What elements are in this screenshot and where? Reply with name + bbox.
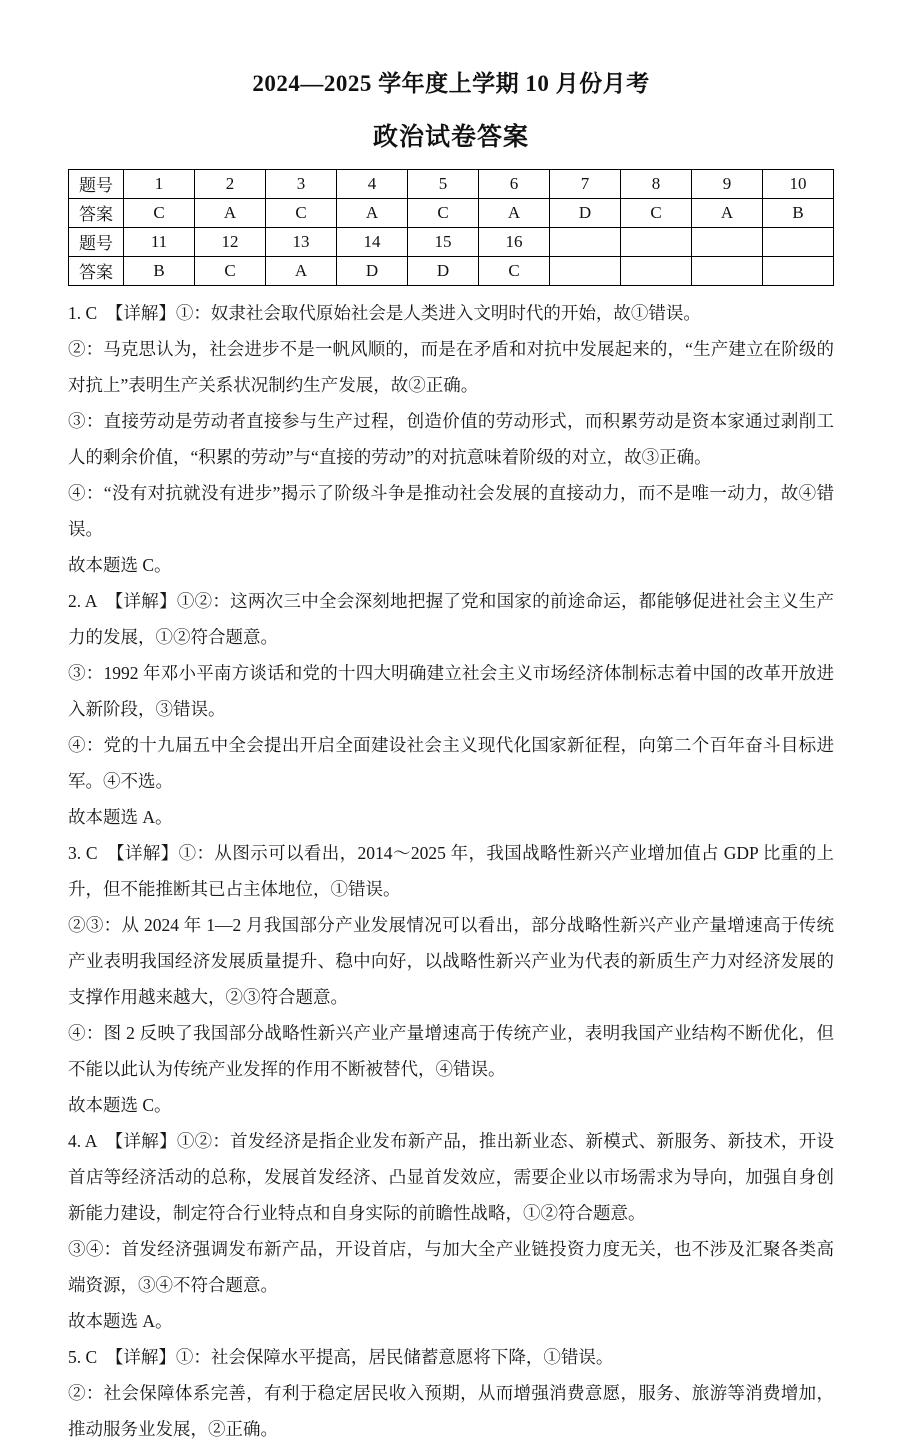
table-row-question-numbers-2 xyxy=(69,227,834,256)
table-row-answers-1 xyxy=(69,198,834,227)
question-number-cell: 8 xyxy=(621,169,692,198)
explanation-paragraph: ②：马克思认为，社会进步不是一帆风顺的，而是在矛盾和对抗中发展起来的，“生产建立在阶级的对抗上”表明生产关系状况制约生产发展，故②正确。 xyxy=(68,338,834,395)
explanation-paragraph: ③：直接劳动是劳动者直接参与生产过程，创造价值的劳动形式，而积累劳动是资本家通过剥削工人的剩余价值，“积累的劳动”与“直接的劳动”的对抗意味着阶级的对立，故③正确。 xyxy=(68,410,834,467)
question-number-cell: 2 xyxy=(195,169,266,198)
answer-cell: A xyxy=(266,256,337,285)
answer-cell: B xyxy=(124,256,195,285)
answer-cell: C xyxy=(266,198,337,227)
question-number-cell: 13 xyxy=(266,227,337,256)
answer-cell: B xyxy=(763,198,834,227)
question-number-cell: 1 xyxy=(124,169,195,198)
answer-cell: C xyxy=(195,256,266,285)
answer-cell xyxy=(621,256,692,285)
explanation-conclusion: 故本题选 C。 xyxy=(68,1094,172,1115)
explanation-q1-answer: 1. C 【详解】①：奴隶社会取代原始社会是人类进入文明时代的开始，故①错误。 xyxy=(68,302,701,323)
explanation-conclusion: 故本题选 A。 xyxy=(68,806,173,827)
answer-cell: C xyxy=(408,198,479,227)
answer-cell: A xyxy=(337,198,408,227)
answer-cell: A xyxy=(479,198,550,227)
question-number-cell: 15 xyxy=(408,227,479,256)
explanation-conclusion: 故本题选 C。 xyxy=(68,554,172,575)
answer-key-table xyxy=(68,169,834,286)
question-number-cell: 14 xyxy=(337,227,408,256)
question-number-cell: 7 xyxy=(550,169,621,198)
explanation-paragraph: ③：1992 年邓小平南方谈话和党的十四大明确建立社会主义市场经济体制标志着中国的改革开放进入新阶段，③错误。 xyxy=(68,662,834,719)
question-number-cell: 9 xyxy=(692,169,763,198)
answer-cell xyxy=(692,256,763,285)
question-number-cell xyxy=(621,227,692,256)
table-row-answers-2 xyxy=(69,256,834,285)
explanation-q5-answer: 5. C 【详解】①：社会保障水平提高，居民储蓄意愿将下降，①错误。 xyxy=(68,1346,614,1367)
explanation-paragraph: ②③：从 2024 年 1—2 月我国部分产业发展情况可以看出，部分战略性新兴产业产量增速高于传统产业表明我国经济发展质量提升、稳中向好，以战略性新兴产业为代表的新质生产力对经济发展的支撑作用越来越大，②③符合题意。 xyxy=(68,914,834,1007)
answer-cell: D xyxy=(550,198,621,227)
answer-cell: A xyxy=(195,198,266,227)
question-number-cell: 11 xyxy=(124,227,195,256)
explanation-paragraph: ④：党的十九届五中全会提出开启全面建设社会主义现代化国家新征程，向第二个百年奋斗目标进军。④不选。 xyxy=(68,734,834,791)
explanation-paragraph: ②：社会保障体系完善，有利于稳定居民收入预期，从而增强消费意愿，服务、旅游等消费增加，推动服务业发展，②正确。 xyxy=(68,1382,834,1439)
answer-cell: D xyxy=(408,256,479,285)
question-number-cell: 3 xyxy=(266,169,337,198)
question-number-cell: 10 xyxy=(763,169,834,198)
question-number-cell: 5 xyxy=(408,169,479,198)
document-title: 2024—2025 学年度上学期 10 月份月考 xyxy=(252,71,650,96)
row-header: 题号 xyxy=(69,169,124,198)
answer-cell xyxy=(763,256,834,285)
explanation-q3-answer: 3. C 【详解】①：从图示可以看出，2014～2025 年，我国战略性新兴产业增加值占 GDP 比重的上升，但不能推断其已占主体地位，①错误。 xyxy=(68,842,834,899)
answer-cell: A xyxy=(692,198,763,227)
explanation-paragraph: ④：图 2 反映了我国部分战略性新兴产业产量增速高于传统产业，表明我国产业结构不断优化，但不能以此认为传统产业发挥的作用不断被替代，④错误。 xyxy=(68,1022,834,1079)
explanation-paragraph: ③④：首发经济强调发布新产品，开设首店，与加大全产业链投资力度无关，也不涉及汇聚各类高端资源，③④不符合题意。 xyxy=(68,1238,834,1295)
explanation-q4-answer: 4. A 【详解】①②：首发经济是指企业发布新产品，推出新业态、新模式、新服务、新技术，开设首店等经济活动的总称，发展首发经济、凸显首发效应，需要企业以市场需求为导向，加强自身创新能力建设，制定符合行业特点和自身实际的前瞻性战略，①②符合题意。 xyxy=(68,1130,834,1223)
question-number-cell xyxy=(692,227,763,256)
answer-cell: C xyxy=(621,198,692,227)
answer-cell: C xyxy=(124,198,195,227)
row-header: 题号 xyxy=(69,227,124,256)
question-number-cell: 4 xyxy=(337,169,408,198)
question-number-cell xyxy=(550,227,621,256)
answer-cell: C xyxy=(479,256,550,285)
explanations-section xyxy=(68,295,834,1447)
answer-cell xyxy=(550,256,621,285)
question-number-cell: 16 xyxy=(479,227,550,256)
explanation-q2-answer: 2. A 【详解】①②：这两次三中全会深刻地把握了党和国家的前途命运，都能够促进社会主义生产力的发展，①②符合题意。 xyxy=(68,590,834,647)
row-header: 答案 xyxy=(69,198,124,227)
question-number-cell: 12 xyxy=(195,227,266,256)
row-header: 答案 xyxy=(69,256,124,285)
answer-cell: D xyxy=(337,256,408,285)
explanation-paragraph: ④：“没有对抗就没有进步”揭示了阶级斗争是推动社会发展的直接动力，而不是唯一动力，故④错误。 xyxy=(68,482,834,539)
table-row-question-numbers-1 xyxy=(69,169,834,198)
question-number-cell xyxy=(763,227,834,256)
document-subtitle: 政治试卷答案 xyxy=(372,123,529,151)
explanation-conclusion: 故本题选 A。 xyxy=(68,1310,173,1331)
question-number-cell: 6 xyxy=(479,169,550,198)
